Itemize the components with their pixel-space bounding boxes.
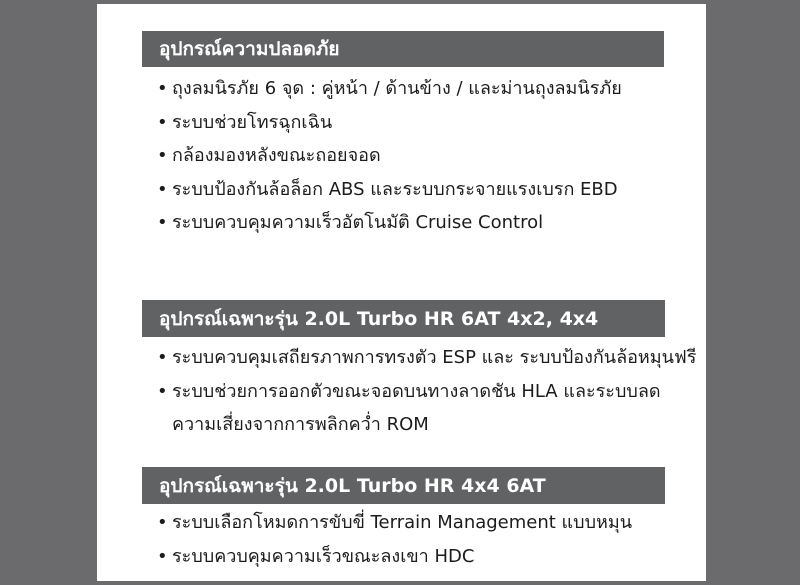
feature-text: ระบบช่วยโทรฉุกเฉิน <box>172 111 333 133</box>
feature-text: ถุงลมนิรภัย 6 จุด : คู่หน้า / ด้านข้าง / และม่านถุงลมนิรภัย <box>172 78 622 99</box>
spec-page <box>97 4 706 581</box>
safety-section-header: อุปกรณ์ความปลอดภัย <box>142 31 664 67</box>
list-item <box>142 72 664 106</box>
bullet-icon: • <box>157 347 168 368</box>
bullet-icon: • <box>157 512 168 533</box>
list-item <box>142 540 664 574</box>
list-item <box>142 206 664 240</box>
model-4x4-section <box>142 467 664 573</box>
model-4x2-4x4-section <box>142 300 697 442</box>
feature-text: กล้องมองหลังขณะถอยจอด <box>172 145 381 166</box>
bullet-icon: • <box>157 111 168 133</box>
model-4x4-header: อุปกรณ์เฉพาะรุ่น 2.0L Turbo HR 4x4 6AT <box>142 467 665 504</box>
model-4x2-4x4-header: อุปกรณ์เฉพาะรุ่น 2.0L Turbo HR 6AT 4x2, 4x4 <box>142 300 665 337</box>
list-item <box>142 506 664 540</box>
bullet-icon: • <box>157 145 168 166</box>
list-item <box>142 106 664 140</box>
bullet-icon: • <box>157 78 168 99</box>
bullet-icon: • <box>157 178 168 200</box>
bullet-icon: • <box>157 545 168 567</box>
model-4x4-feature-list <box>142 506 664 573</box>
model-4x2-4x4-feature-list <box>142 341 697 442</box>
safety-section <box>142 31 664 240</box>
list-item <box>142 173 664 207</box>
safety-feature-list <box>142 72 664 240</box>
feature-text: ระบบควบคุมความเร็วอัตโนมัติ Cruise Control <box>172 212 544 233</box>
feature-text: ระบบป้องกันล้อล็อก ABS และระบบกระจายแรงเบรก EBD <box>172 178 618 200</box>
list-item <box>142 139 664 173</box>
list-item <box>142 341 697 375</box>
feature-text: ระบบควบคุมความเร็วขณะลงเขา HDC <box>172 545 475 567</box>
feature-text: ระบบช่วยการออกตัวขณะจอดบนทางลาดชัน HLA และระบบลดความเสี่ยงจากการพลิกคว่ำ ROM <box>172 380 661 435</box>
feature-text: ระบบควบคุมเสถียรภาพการทรงตัว ESP และ ระบบป้องกันล้อหมุนฟรี <box>172 347 697 368</box>
feature-text: ระบบเลือกโหมดการขับขี่ Terrain Management แบบหมุน <box>172 512 633 533</box>
bullet-icon: • <box>157 212 168 233</box>
list-item <box>142 375 664 442</box>
bullet-icon: • <box>157 380 168 402</box>
